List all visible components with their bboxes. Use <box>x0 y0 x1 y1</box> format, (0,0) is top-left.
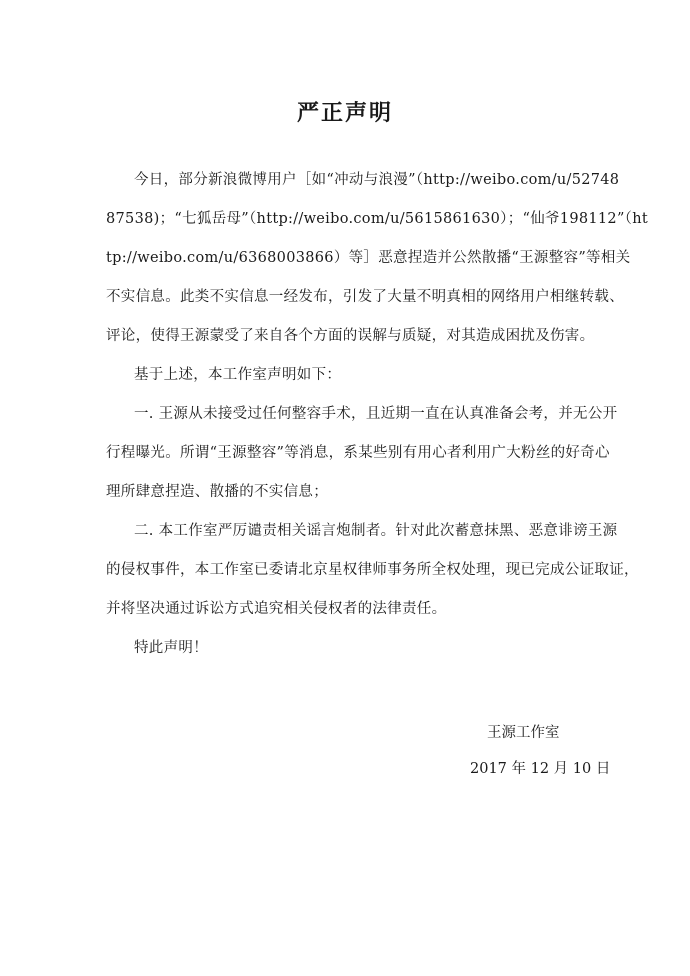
text-line: 并将坚决通过诉讼方式追究相关侵权者的法律责任。 <box>106 601 447 617</box>
text-line: 今日，部分新浪微博用户［如“冲动与浪漫”（http://weibo.com/u/52748 <box>134 172 620 188</box>
text-line: 评论，使得王源蒙受了来自各个方面的误解与质疑，对其造成困扰及伤害。 <box>106 328 595 344</box>
text-line: 二. 本工作室严厉谴责相关谣言炮制者。针对此次蓄意抹黑、恶意诽谤王源 <box>134 523 618 539</box>
text-line: 的侵权事件，本工作室已委请北京星权律师事务所全权处理，现已完成公证取证， <box>106 562 639 578</box>
text-line: 特此声明！ <box>134 640 208 656</box>
signature-org: 王源工作室 <box>487 725 560 741</box>
text-line: 87538)；“七狐岳母”（http://weibo.com/u/5615861630）；“仙爷198112”（ht <box>106 211 648 227</box>
text-line: tp://weibo.com/u/6368003866）等］恶意捏造并公然散播“王源整容”等相关 <box>106 250 631 266</box>
text-line: 不实信息。此类不实信息一经发布，引发了大量不明真相的网络用户相继转载、 <box>106 289 624 305</box>
text-line: 行程曝光。所谓“王源整容”等消息，系某些别有用心者利用广大粉丝的好奇心 <box>106 445 610 461</box>
text-line: 一. 王源从未接受过任何整容手术，且近期一直在认真准备会考，并无公开 <box>134 406 618 422</box>
text-line: 基于上述，本工作室声明如下： <box>134 367 342 383</box>
text-line: 理所肆意捏造、散播的不实信息； <box>106 484 328 500</box>
signature-date: 2017 年 12 月 10 日 <box>470 761 611 777</box>
document-title: 严正声明 <box>296 100 393 126</box>
